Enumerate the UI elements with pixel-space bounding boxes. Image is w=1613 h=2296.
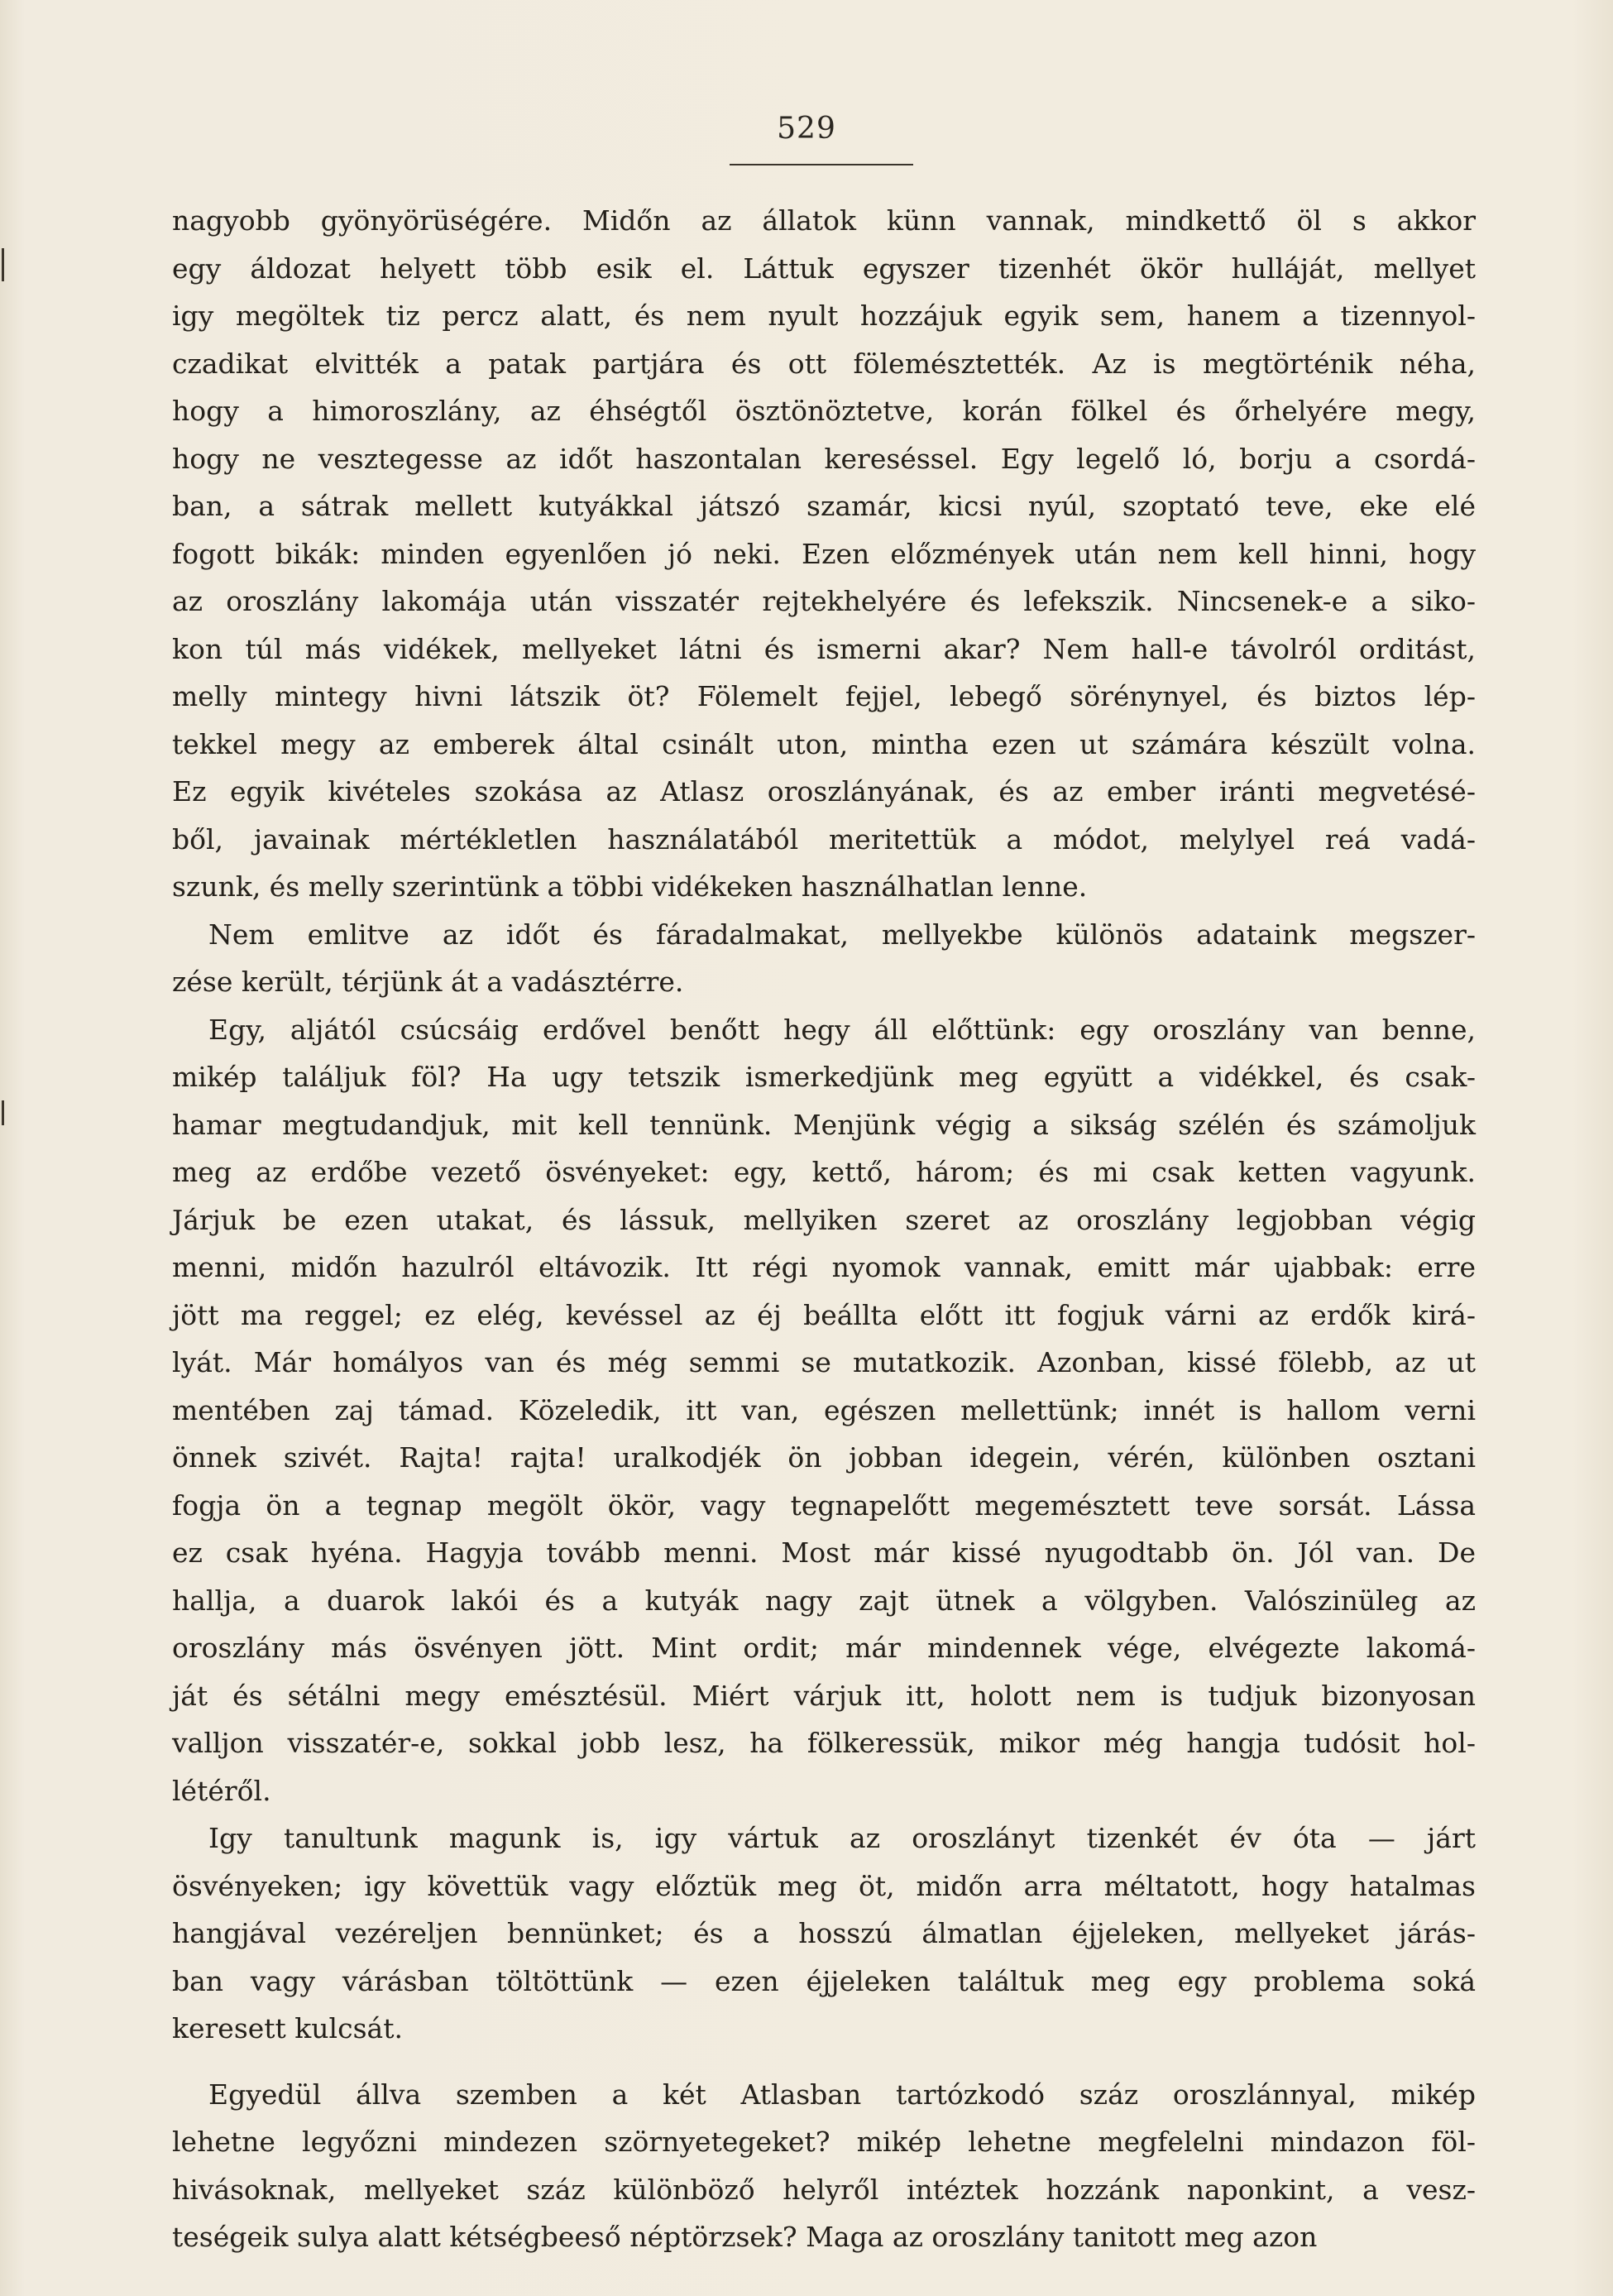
body-text [172, 197, 1476, 2261]
page-number-rule [730, 164, 913, 165]
text-line: önnek szivét. Rajta! rajta! uralkodjék ön jobban idegein, vérén, különben osztani [172, 1441, 1476, 1474]
text-line: zése került, térjünk át a vadásztérre. [172, 966, 684, 998]
text-line: valljon visszatér-e, sokkal jobb lesz, ha fölkeressük, mikor még hangja tudósit hol- [172, 1727, 1476, 1759]
text-line: jött ma reggel; ez elég, kevéssel az éj beállta előtt itt fogjuk várni az erdők kirá- [172, 1298, 1476, 1331]
text-line: oroszlány más ösvényen jött. Mint ordit; már mindennek vége, elvégezte lakomá- [172, 1632, 1476, 1664]
text-line: fogott bikák: minden egyenlően jó neki. Ezen előzmények után nem kell hinni, hogy [172, 537, 1476, 570]
text-line: mikép találjuk föl? Ha ugy tetszik ismerkedjünk meg együtt a vidékkel, és csak- [172, 1061, 1476, 1093]
text-line: ből, javainak mértékletlen használatából meritettük a módot, melylyel reá vadá- [172, 822, 1476, 856]
text-line: kon túl más vidékek, mellyeket látni és ismerni akar? Nem hall-e távolról orditást, [172, 632, 1476, 665]
text-line: ját és sétálni megy emésztésül. Miért várjuk itt, holott nem is tudjuk bizonyosan [172, 1679, 1476, 1712]
text-line: szunk, és melly szerintünk a többi vidékeken használhatlan lenne. [172, 870, 1088, 903]
text-line: létéről. [172, 1774, 271, 1807]
text-line: fogja ön a tegnap megölt ökör, vagy tegnapelőtt megemésztett teve sorsát. Lássa [172, 1488, 1476, 1522]
text-line: hogy a himoroszlány, az éhségtől ösztönöztetve, korán fölkel és őrhelyére megy, [172, 395, 1476, 427]
text-line: tekkel megy az emberek által csinált uton, mintha ezen ut számára készült volna. [172, 727, 1476, 760]
text-line: teségeik sulya alatt kétségbeeső néptörzsek? Maga az oroszlány tanitott meg azon [172, 2221, 1318, 2253]
binding-shadow-mark [2, 248, 4, 281]
text-line: melly mintegy hivni látszik öt? Fölemelt fejjel, lebegő sörénynyel, és biztos lép- [172, 680, 1476, 712]
text-line: czadikat elvitték a patak partjára és ott fölemésztették. Az is megtörténik néha, [172, 347, 1476, 380]
text-line: Ez egyik kivételes szokása az Atlasz oroszlányának, és az ember iránti megvetésé- [172, 775, 1476, 808]
text-line: egy áldozat helyett több esik el. Láttuk egyszer tizenhét ökör hulláját, mellyet [172, 252, 1476, 285]
text-line: Egyedül állva szemben a két Atlasban tartózkodó száz oroszlánnyal, mikép [208, 2078, 1476, 2111]
text-line: ban, a sátrak mellett kutyákkal játszó szamár, kicsi nyúl, szoptató teve, eke elé [172, 490, 1476, 522]
text-line: menni, midőn hazulról eltávozik. Itt régi nyomok vannak, emitt már ujabbak: erre [172, 1251, 1476, 1283]
paragraph [172, 197, 1476, 911]
text-line: keresett kulcsát. [172, 2012, 403, 2044]
text-line: nagyobb gyönyörüségére. Midőn az állatok künn vannak, mindkettő öl s akkor [172, 204, 1476, 237]
text-line: hallja, a duarok lakói és a kutyák nagy zajt ütnek a völgyben. Valószinüleg az [172, 1584, 1476, 1617]
text-line: hamar megtudandjuk, mit kell tennünk. Menjünk végig a sikság szélén és számoljuk [172, 1108, 1476, 1141]
binding-shadow-mark [2, 1100, 4, 1125]
paragraph [172, 1814, 1476, 2053]
text-line: hogy ne vesztegesse az időt haszontalan kereséssel. Egy legelő ló, borju a csordá- [172, 442, 1476, 475]
text-line: az oroszlány lakomája után visszatér rejtekhelyére és lefekszik. Nincsenek-e a siko- [172, 585, 1476, 617]
text-line: ez csak hyéna. Hagyja tovább menni. Most már kissé nyugodtabb ön. Jól van. De [172, 1536, 1476, 1569]
text-line: Nem emlitve az időt és fáradalmakat, mellyekbe különös adataink megszer- [208, 918, 1476, 951]
text-line: meg az erdőbe vezető ösvényeket: egy, kettő, három; és mi csak ketten vagyunk. [172, 1156, 1476, 1188]
text-line: ban vagy várásban töltöttünk — ezen éjjeleken találtuk meg egy problema soká [172, 1964, 1476, 1997]
text-line: lehetne legyőzni mindezen szörnyetegeket? mikép lehetne megfelelni mindazon föl- [172, 2126, 1476, 2158]
paragraph [172, 2071, 1476, 2261]
text-line: lyát. Már homályos van és még semmi se mutatkozik. Azonban, kissé fölebb, az ut [172, 1346, 1476, 1378]
paragraph [172, 1006, 1476, 1815]
text-line: ösvényeken; igy követtük vagy előztük meg öt, midőn arra méltatott, hogy hatalmas [172, 1869, 1476, 1902]
text-line: Igy tanultunk magunk is, igy vártuk az oroszlányt tizenkét év óta — járt [208, 1822, 1476, 1854]
text-line: Járjuk be ezen utakat, és lássuk, mellyiken szeret az oroszlány legjobban végig [172, 1203, 1476, 1236]
paragraph-gap [172, 2053, 1476, 2071]
page-number: 529 [777, 112, 836, 146]
paragraph [172, 911, 1476, 1006]
text-line: mentében zaj támad. Közeledik, itt van, egészen mellettünk; innét is hallom verni [172, 1393, 1476, 1426]
text-line: Egy, aljától csúcsáig erdővel benőtt hegy áll előttünk: egy oroszlány van benne, [208, 1013, 1476, 1046]
text-line: igy megöltek tiz percz alatt, és nem nyult hozzájuk egyik sem, hanem a tizennyol- [172, 300, 1476, 332]
text-line: hivásoknak, mellyeket száz különböző helyről intéztek hozzánk naponkint, a vesz- [172, 2173, 1476, 2206]
text-line: hangjával vezéreljen bennünket; és a hosszú álmatlan éjjeleken, mellyeket járás- [172, 1917, 1476, 1949]
